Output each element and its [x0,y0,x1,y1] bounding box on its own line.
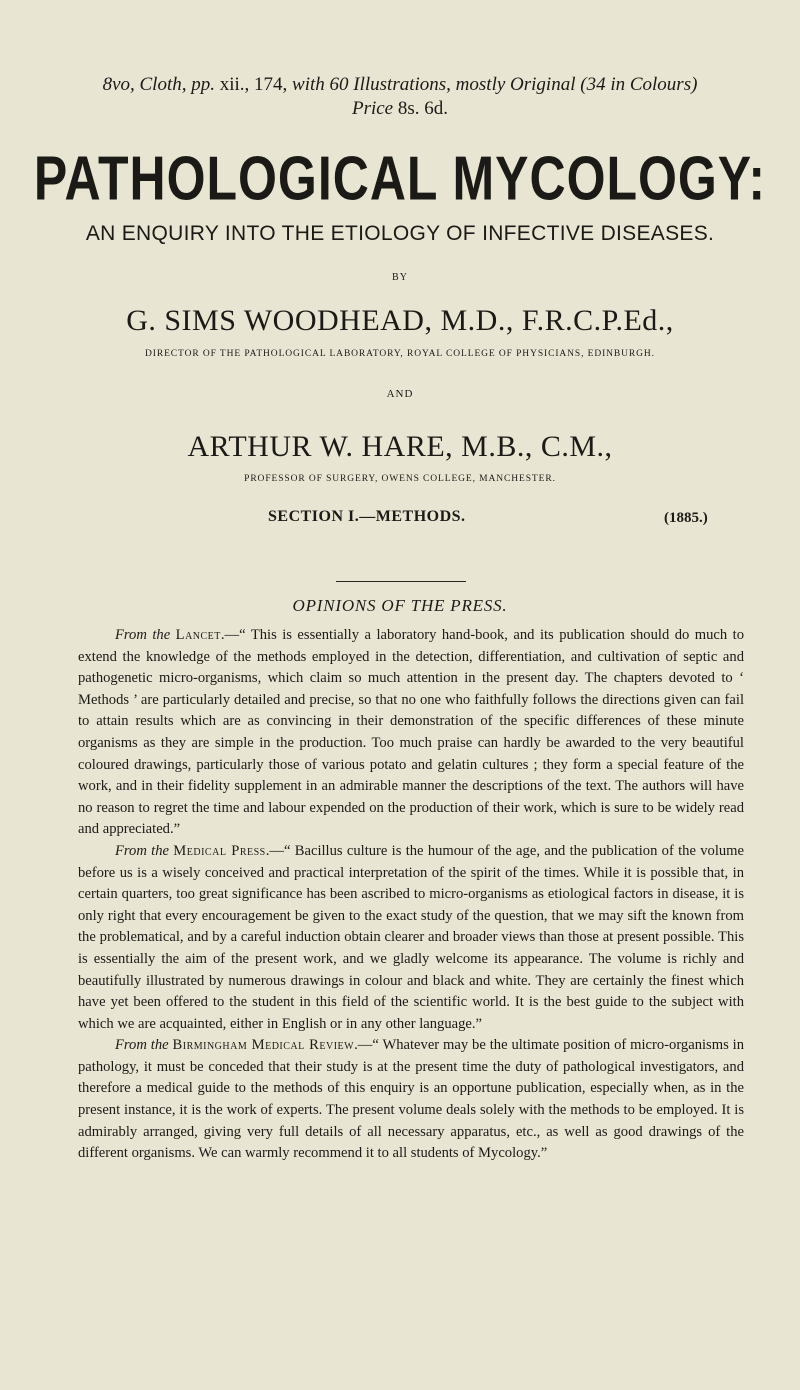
publication-year: (1885.) [664,510,708,526]
author-woodhead-name: G. SIMS WOODHEAD, M.D., F.R.C.P.Ed., [126,304,674,337]
review-from: From the [115,1037,173,1054]
opinions-heading: OPINIONS OF THE PRESS. [292,596,508,615]
review-birmingham-medical-review [78,1035,744,1165]
price-amount: 8s. 6d. [393,98,449,119]
review-text: .—“ Whatever may be the ultimate position of micro-organisms in pathology, it must be conceded that their study is at the present time the duty of pathological investigators, and therefore a medical guide to the methods of this enquiry is an opportune publication, especially when, as in the present instance, it is the work of experts. The present volume deals solely with the methods to be employed. It is admirably arranged, giving very full details of all necessary apparatus, etc., as well as good drawings of the different organisms. We can warmly recommend it to all students of Mycology.” [78,1037,744,1162]
review-from: From the [115,627,176,643]
review-text: .—“ This is essentially a laboratory hand-book, and its publication should do much to extend the knowledge of the methods employed in the detection, differentiation, and cultivation of septic and pathogenetic micro-organisms, which claim so much attention in the present day. The chapters devoted to ‘ Methods ’ are particularly detailed and precise, so that no one who faithfully follows the directions given can fail to attain results which are as convincing in their demonstration of the specific differences of these minute organisms as they are simple in the production. Too much praise can hardly be awarded to the very beautiful coloured drawings, particularly those of various potato and gelatin cultures ; they form a special feature of the work, and in their fidelity supplement in an admirable manner the descriptions of the text. The authors will have no reason to regret the time and labour expended on the production of their work, which is sure to be widely read and appreciated.” [78,627,744,838]
section-heading: SECTION I.—METHODS. [268,508,466,525]
author-hare-affiliation: PROFESSOR OF SURGERY, OWENS COLLEGE, MANCHESTER. [244,474,556,484]
author-hare-name: ARTHUR W. HARE, M.B., C.M., [187,430,613,463]
pages-text: xii., 174, [214,74,293,95]
price-label: Price [351,98,394,119]
and-text: AND [386,388,414,400]
review-source: Birmingham Medical Review [172,1037,355,1054]
review-source: Lancet [175,627,221,643]
book-subtitle: AN ENQUIRY INTO THE ETIOLOGY OF INFECTIVE DISEASES. [85,222,715,245]
author-woodhead-affiliation: DIRECTOR OF THE PATHOLOGICAL LABORATORY, ROYAL COLLEGE OF PHYSICIANS, EDINBURGH. [145,349,655,359]
review-lancet [78,625,744,841]
review-source: Medical Press [173,842,266,859]
imprint-line [0,70,800,100]
review-from: From the [115,842,174,859]
price-line [0,98,800,120]
format-text: 8vo, Cloth, pp. [102,74,215,95]
review-text: .—“ Bacillus culture is the humour of the age, and the publication of the volume before us is a wisely conceived and practical interpretation of the spirit of the times. While it is possible that, in certain quarters, too great significance has been ascribed to micro-organisms as etiological factors in disease, it is only right that every encouragement be given to the exact study of the question, that we may sift the known from the problematical, and by a careful induction obtain clearer and broader views than those at present possible. This is essentially the aim of the present work, and we gladly welcome its appearance. The volume is richly and beautifully illustrated by numerous drawings in colour and black and white. They are certainly the finest which have yet been offered to the student in this field of the scientific world. It is the best guide to the subject with which we are acquainted, either in English or in any other language.” [78,842,745,1032]
review-medical-press [78,841,744,1035]
illustrations-text: with 60 Illustrations, mostly Original (34 in Colours) [292,74,698,95]
divider-rule [336,581,466,582]
by-text: BY [392,272,408,283]
press-reviews [78,625,744,1165]
book-title: PATHOLOGICAL MYCOLOGY: [33,143,767,214]
